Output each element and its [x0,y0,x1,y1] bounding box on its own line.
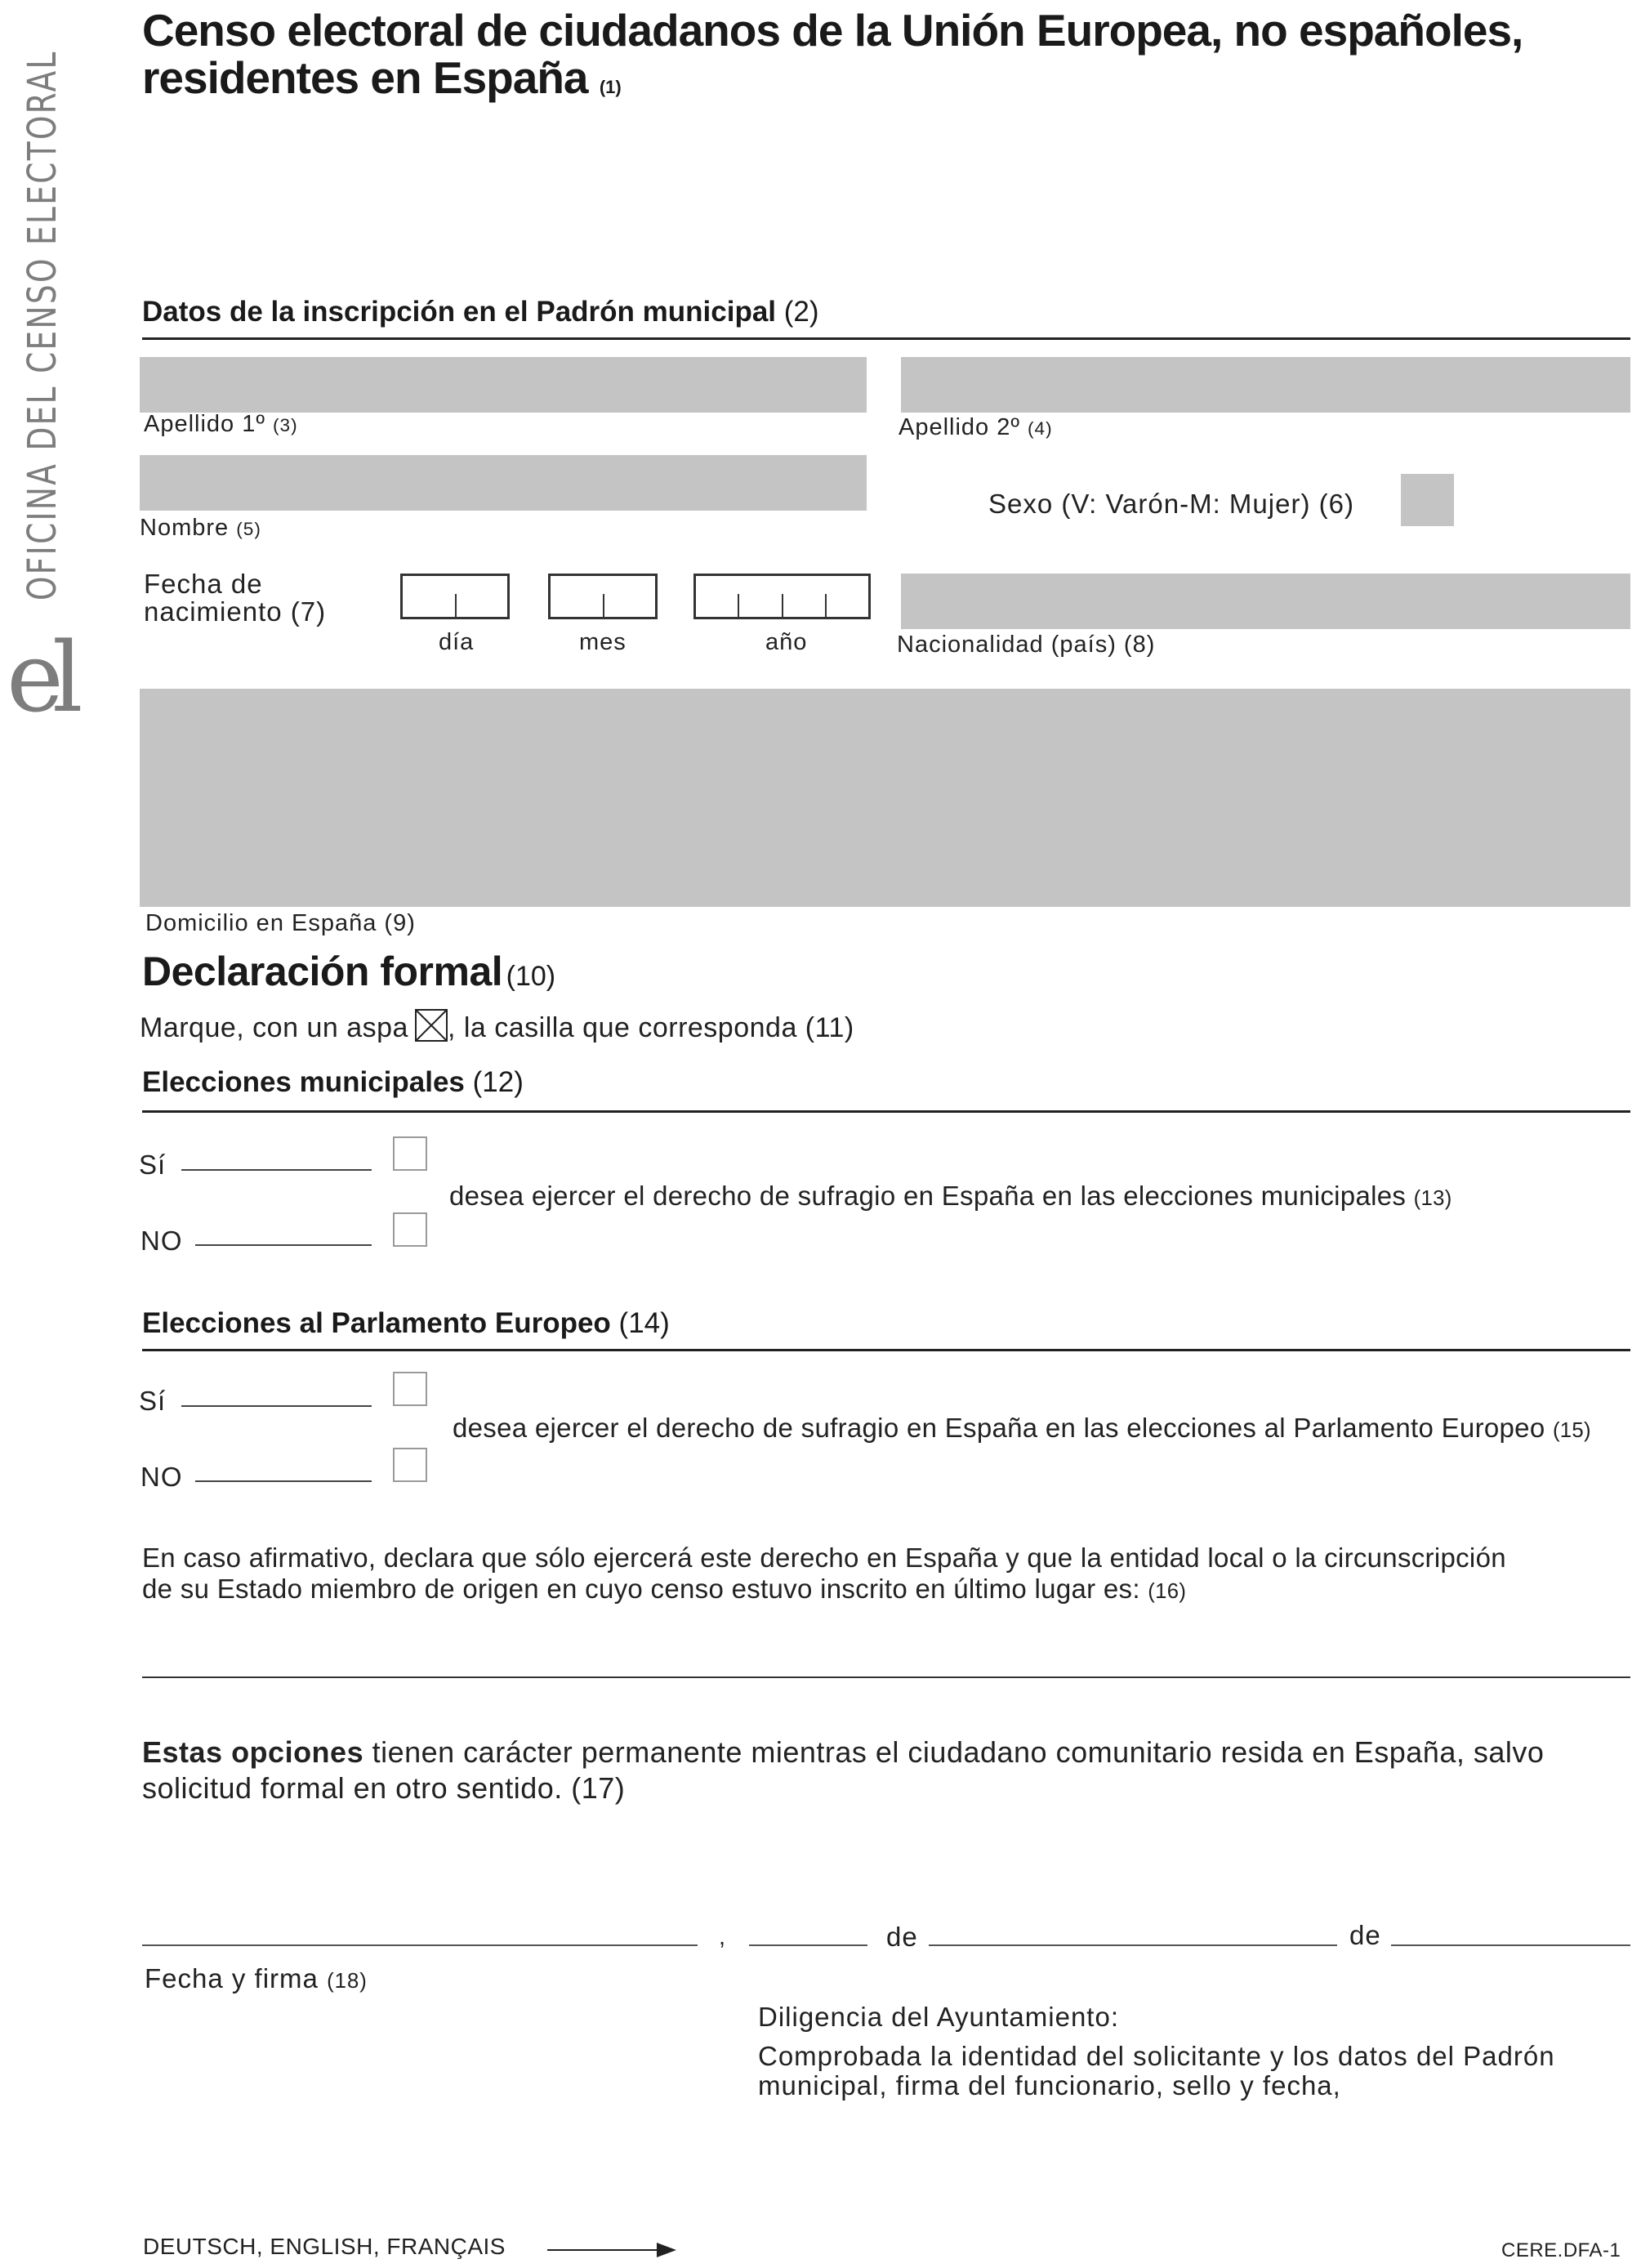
apellido2-field[interactable] [901,357,1630,413]
europeo-si-checkbox[interactable] [393,1372,427,1406]
municipales-si-label: Sí [139,1150,167,1180]
municipales-no-label: NO [140,1226,183,1256]
municipales-si-line [181,1169,372,1171]
padron-heading: Datos de la inscripción en el Padrón municipal (2) [142,296,819,328]
title-line-1: Censo electoral de ciudadanos de la Unión Europea, no españoles, [142,5,1523,56]
brand-sidebar [0,0,90,752]
form-code: CERE.DFA-1 [1501,2239,1621,2261]
sexo-label: Sexo (V: Varón-M: Mujer) (6) [988,489,1354,519]
document-title [142,7,1637,111]
mes-label: mes [579,629,627,655]
apellido1-label: Apellido 1º (3) [144,411,298,437]
municipales-divider [142,1110,1630,1113]
nacionalidad-field[interactable] [901,574,1630,629]
domicilio-field[interactable] [140,689,1630,907]
padron-heading-note: (2) [783,296,819,328]
anio-divider-3 [825,594,827,617]
firma-comma: , [719,1924,727,1950]
firma-de-1: de [886,1922,918,1952]
europeo-si-line [181,1405,372,1407]
brand-vertical-text: OFICINA DEL CENSO ELECTORAL [20,50,65,601]
anio-input[interactable] [693,574,871,619]
apellido1-field[interactable] [140,357,867,413]
diligencia-text: Comprobada la identidad del solicitante y los datos del Padrón municipal, firma del funcionario, sello y fecha, [758,2041,1555,2101]
mes-divider [603,594,604,617]
dia-label: día [439,629,475,655]
firma-label: Fecha y firma (18) [145,1963,368,1993]
brand-logo-mark: el [7,621,72,734]
diligencia-title: Diligencia del Ayuntamiento: [758,2002,1119,2032]
dia-input[interactable] [400,574,510,619]
municipales-no-checkbox[interactable] [393,1212,427,1247]
padron-divider [142,337,1630,340]
nombre-label: Nombre (5) [140,515,261,541]
apellido2-label: Apellido 2º (4) [899,414,1053,440]
firma-year-line[interactable] [1391,1944,1630,1946]
anio-label: año [765,629,808,655]
anio-divider-1 [738,594,739,617]
europeo-heading: Elecciones al Parlamento Europeo (14) [142,1307,670,1339]
firma-place-line[interactable] [142,1944,698,1946]
firma-month-line[interactable] [929,1944,1337,1946]
declaracion-heading: Declaración formal (10) [142,949,556,994]
title-line-2: residentes en España (1) [142,52,622,103]
arrow-right-icon [547,2239,678,2261]
cross-box-icon [415,1009,448,1042]
title-note: (1) [599,77,622,97]
firma-de-2: de [1349,1920,1381,1950]
nombre-field[interactable] [140,455,867,511]
fecha-nacimiento-label: Fecha de nacimiento (7) [144,569,327,627]
europeo-divider [142,1349,1630,1351]
circunscripcion-line[interactable] [142,1676,1630,1678]
declaracion-instruction: Marque, con un aspa , la casilla que corresponda (11) [140,1009,854,1044]
europeo-text: desea ejercer el derecho de sufragio en España en las elecciones al Parlamento Europeo (15) [453,1413,1591,1443]
anio-divider-2 [782,594,783,617]
municipales-heading: Elecciones municipales (12) [142,1066,524,1098]
municipales-no-line [195,1244,372,1246]
europeo-no-line [195,1480,372,1482]
europeo-no-checkbox[interactable] [393,1448,427,1482]
afirmativo-text: En caso afirmativo, declara que sólo ejercerá este derecho en España y que la entidad local o la circunscripción de su Estado miembro de origen en cuyo censo estuvo inscrito en último lugar es: (16) [142,1543,1506,1604]
europeo-no-label: NO [140,1462,183,1492]
municipales-text: desea ejercer el derecho de sufragio en España en las elecciones municipales (13) [449,1181,1452,1211]
europeo-si-label: Sí [139,1386,167,1416]
municipales-si-checkbox[interactable] [393,1136,427,1171]
opciones-text: Estas opciones tienen carácter permanente mientras el ciudadano comunitario resida en España, salvo solicitud formal en otro sentido. (17) [142,1735,1545,1805]
sexo-field[interactable] [1401,474,1454,526]
mes-input[interactable] [548,574,658,619]
declaracion-note: (10) [506,961,556,992]
dia-divider [455,594,457,617]
firma-day-line[interactable] [749,1944,867,1946]
nacionalidad-label: Nacionalidad (país) (8) [897,632,1156,658]
domicilio-label: Domicilio en España (9) [145,910,416,936]
footer-languages: DEUTSCH, ENGLISH, FRANÇAIS [143,2234,506,2259]
